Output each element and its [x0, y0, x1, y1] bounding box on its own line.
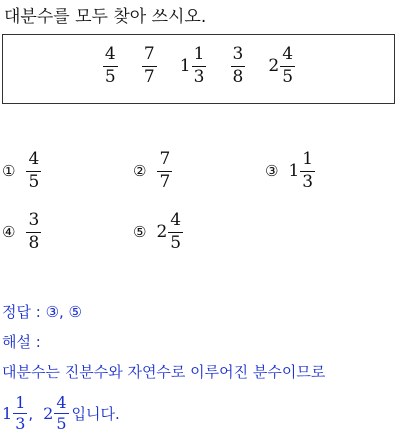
choice-2[interactable] [133, 150, 172, 192]
choice-4[interactable] [2, 211, 41, 253]
box-fraction [180, 45, 207, 87]
denominator: 3 [193, 66, 205, 87]
whole-number: 1 [288, 161, 300, 182]
numerator: 4 [103, 45, 118, 67]
denominator: 5 [56, 414, 67, 434]
answer-fraction [2, 394, 27, 434]
numerator: 3 [231, 45, 246, 67]
denominator: 5 [170, 232, 182, 253]
numerator: 3 [26, 211, 41, 233]
box-fraction [268, 45, 295, 87]
explanation-label: 해설 : [2, 333, 41, 351]
numerator: 4 [168, 211, 183, 233]
whole-number: 2 [156, 222, 168, 243]
separator: , [28, 404, 34, 423]
choice-marker: ① [2, 162, 16, 181]
choice-1[interactable] [2, 150, 41, 192]
whole-number: 1 [2, 404, 13, 424]
denominator: 3 [302, 171, 314, 192]
numerator: 1 [192, 45, 207, 67]
answer-text: 정답 : ③, ⑤ [2, 303, 83, 321]
choice-marker: ② [133, 162, 147, 181]
explanation-fractions [2, 394, 120, 434]
box-fraction [102, 45, 118, 87]
denominator: 3 [15, 414, 26, 434]
choice-marker: ③ [265, 162, 279, 181]
fraction-list [3, 45, 394, 87]
whole-number: 1 [179, 56, 191, 77]
explanation-line: 대분수는 진분수와 자연수로 이루어진 분수이므로 [2, 363, 326, 381]
numerator: 7 [142, 45, 157, 67]
denominator: 8 [232, 66, 244, 87]
question-text: 대분수를 모두 찾아 쓰시오. [4, 7, 207, 27]
choice-5[interactable] [133, 211, 183, 253]
numerator: 4 [280, 45, 295, 67]
answer-fraction [43, 394, 68, 434]
numerator: 7 [157, 150, 172, 172]
explanation-ending: 입니다. [71, 405, 120, 424]
denominator: 7 [143, 66, 155, 87]
choice-marker: ④ [2, 223, 16, 242]
denominator: 7 [159, 171, 171, 192]
choice-marker: ⑤ [133, 223, 147, 242]
fraction-box [2, 34, 395, 104]
numerator: 4 [54, 394, 68, 414]
whole-number: 2 [43, 404, 54, 424]
numerator: 4 [26, 150, 41, 172]
choice-3[interactable] [265, 150, 315, 192]
numerator: 1 [300, 150, 315, 172]
denominator: 5 [104, 66, 116, 87]
denominator: 5 [282, 66, 294, 87]
box-fraction [230, 45, 246, 87]
denominator: 8 [28, 232, 40, 253]
denominator: 5 [28, 171, 40, 192]
whole-number: 2 [268, 56, 280, 77]
numerator: 1 [13, 394, 27, 414]
box-fraction [141, 45, 157, 87]
